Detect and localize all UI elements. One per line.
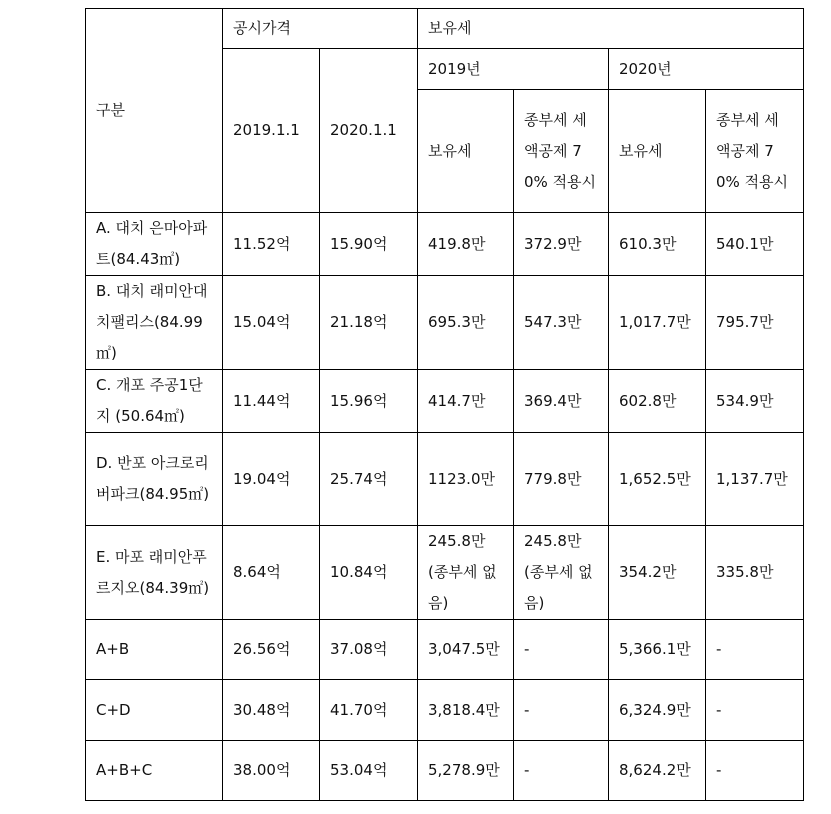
tax-2019-cell: 3,047.5만 bbox=[418, 620, 514, 680]
category-header: 구분 bbox=[86, 9, 223, 213]
deduction-2020-cell: 1,137.7만 bbox=[706, 433, 804, 526]
header-row-1 bbox=[86, 9, 804, 49]
deduction-2019-cell: 245.8만(종부세 없음) bbox=[514, 526, 609, 620]
deduction-2020-cell: - bbox=[706, 741, 804, 801]
table-row bbox=[86, 620, 804, 680]
price-2019-cell: 11.44억 bbox=[223, 370, 320, 433]
price-2020-cell: 37.08억 bbox=[320, 620, 418, 680]
tax-2019-cell: 419.8만 bbox=[418, 213, 514, 276]
deduction-2020-cell: - bbox=[706, 620, 804, 680]
row-name: A. 대치 은마아파트(84.43㎡) bbox=[86, 213, 223, 276]
tax-2020-cell: 1,652.5만 bbox=[609, 433, 706, 526]
tax-2019-cell: 3,818.4만 bbox=[418, 680, 514, 741]
row-name: E. 마포 래미안푸르지오(84.39㎡) bbox=[86, 526, 223, 620]
deduction-2019-header: 종부세 세액공제 70% 적용시 bbox=[514, 90, 609, 213]
deduction-2019-cell: 372.9만 bbox=[514, 213, 609, 276]
row-name: A+B+C bbox=[86, 741, 223, 801]
table-row bbox=[86, 741, 804, 801]
price-group-header: 공시가격 bbox=[223, 9, 418, 49]
tax-2020-cell: 6,324.9만 bbox=[609, 680, 706, 741]
tax-2019-cell: 414.7만 bbox=[418, 370, 514, 433]
deduction-2020-cell: - bbox=[706, 680, 804, 741]
tax-2019-header: 보유세 bbox=[418, 90, 514, 213]
deduction-2020-cell: 335.8만 bbox=[706, 526, 804, 620]
row-name: A+B bbox=[86, 620, 223, 680]
tax-2019-cell: 5,278.9만 bbox=[418, 741, 514, 801]
price-2019-cell: 30.48억 bbox=[223, 680, 320, 741]
year-2020-header: 2020년 bbox=[609, 49, 804, 90]
tax-2020-cell: 602.8만 bbox=[609, 370, 706, 433]
table-row bbox=[86, 276, 804, 370]
year-2019-header: 2019년 bbox=[418, 49, 609, 90]
row-name: C+D bbox=[86, 680, 223, 741]
tax-2019-cell: 1123.0만 bbox=[418, 433, 514, 526]
price-2020-header: 2020.1.1 bbox=[320, 49, 418, 213]
tax-2020-cell: 1,017.7만 bbox=[609, 276, 706, 370]
tax-2020-cell: 610.3만 bbox=[609, 213, 706, 276]
tax-2020-header: 보유세 bbox=[609, 90, 706, 213]
tax-2020-cell: 354.2만 bbox=[609, 526, 706, 620]
price-2019-cell: 19.04억 bbox=[223, 433, 320, 526]
deduction-2019-cell: - bbox=[514, 620, 609, 680]
deduction-2020-cell: 795.7만 bbox=[706, 276, 804, 370]
price-2020-cell: 21.18억 bbox=[320, 276, 418, 370]
tax-2019-cell: 695.3만 bbox=[418, 276, 514, 370]
price-2020-cell: 41.70억 bbox=[320, 680, 418, 741]
row-name: D. 반포 아크로리버파크(84.95㎡) bbox=[86, 433, 223, 526]
price-2019-cell: 11.52억 bbox=[223, 213, 320, 276]
tax-2020-cell: 8,624.2만 bbox=[609, 741, 706, 801]
deduction-2019-cell: - bbox=[514, 680, 609, 741]
price-2020-cell: 15.90억 bbox=[320, 213, 418, 276]
tax-2019-cell: 245.8만(종부세 없음) bbox=[418, 526, 514, 620]
price-2019-header: 2019.1.1 bbox=[223, 49, 320, 213]
row-name: C. 개포 주공1단지 (50.64㎡) bbox=[86, 370, 223, 433]
table-row bbox=[86, 526, 804, 620]
tax-group-header: 보유세 bbox=[418, 9, 804, 49]
row-name: B. 대치 래미안대치팰리스(84.99㎡) bbox=[86, 276, 223, 370]
price-2019-cell: 26.56억 bbox=[223, 620, 320, 680]
table-row bbox=[86, 213, 804, 276]
table-row bbox=[86, 370, 804, 433]
tax-2020-cell: 5,366.1만 bbox=[609, 620, 706, 680]
tax-comparison-table bbox=[85, 8, 804, 801]
price-2020-cell: 53.04억 bbox=[320, 741, 418, 801]
table-row bbox=[86, 433, 804, 526]
price-2020-cell: 25.74억 bbox=[320, 433, 418, 526]
price-2019-cell: 15.04억 bbox=[223, 276, 320, 370]
deduction-2019-cell: 547.3만 bbox=[514, 276, 609, 370]
price-2019-cell: 38.00억 bbox=[223, 741, 320, 801]
price-2020-cell: 10.84억 bbox=[320, 526, 418, 620]
deduction-2020-header: 종부세 세액공제 70% 적용시 bbox=[706, 90, 804, 213]
price-2019-cell: 8.64억 bbox=[223, 526, 320, 620]
deduction-2019-cell: 369.4만 bbox=[514, 370, 609, 433]
price-2020-cell: 15.96억 bbox=[320, 370, 418, 433]
deduction-2019-cell: 779.8만 bbox=[514, 433, 609, 526]
deduction-2020-cell: 540.1만 bbox=[706, 213, 804, 276]
deduction-2019-cell: - bbox=[514, 741, 609, 801]
table-row bbox=[86, 680, 804, 741]
deduction-2020-cell: 534.9만 bbox=[706, 370, 804, 433]
